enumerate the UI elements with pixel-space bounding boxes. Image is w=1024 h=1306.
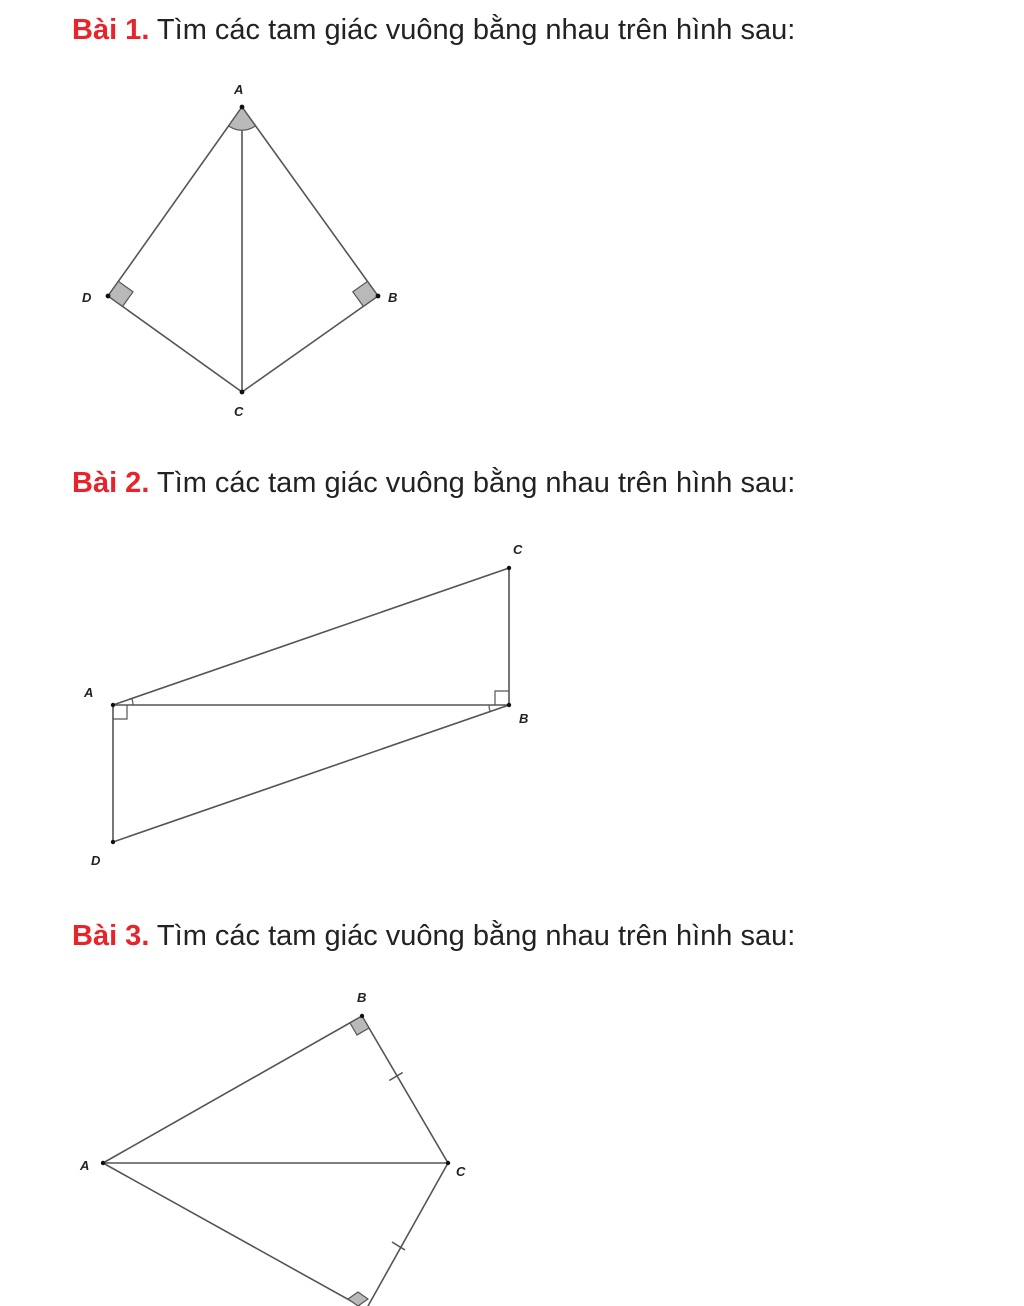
point-c	[446, 1161, 450, 1165]
label-c: C	[234, 404, 244, 419]
exercise-2-number: Bài 2.	[72, 467, 150, 499]
label-c: C	[456, 1164, 466, 1179]
label-d: D	[82, 290, 92, 305]
point-b	[360, 1014, 364, 1018]
exercise-3-text: Tìm các tam giác vuông bằng nhau trên hình sau:	[156, 920, 796, 952]
exercise-2-text: Tìm các tam giác vuông bằng nhau trên hình sau:	[156, 467, 796, 499]
segment-a-bottom	[103, 1163, 360, 1306]
label-b: B	[519, 711, 529, 726]
label-d: D	[91, 853, 101, 868]
label-c: C	[513, 542, 523, 557]
label-a: A	[234, 82, 244, 97]
exercise-1-number: Bài 1.	[72, 14, 150, 46]
right-angle-mark-bottom	[348, 1292, 368, 1306]
segment-ab	[103, 1016, 362, 1163]
segment-bc	[362, 1016, 448, 1163]
exercise-3-number: Bài 3.	[72, 920, 150, 952]
point-a	[101, 1161, 105, 1165]
label-b: B	[388, 290, 398, 305]
label-a: A	[84, 685, 94, 700]
exercise-1-text: Tìm các tam giác vuông bằng nhau trên hình sau:	[156, 14, 796, 46]
label-b: B	[357, 990, 367, 1005]
right-angle-mark-b	[350, 1016, 369, 1035]
segment-c-bottom	[368, 1163, 448, 1306]
label-a: A	[80, 1158, 90, 1173]
